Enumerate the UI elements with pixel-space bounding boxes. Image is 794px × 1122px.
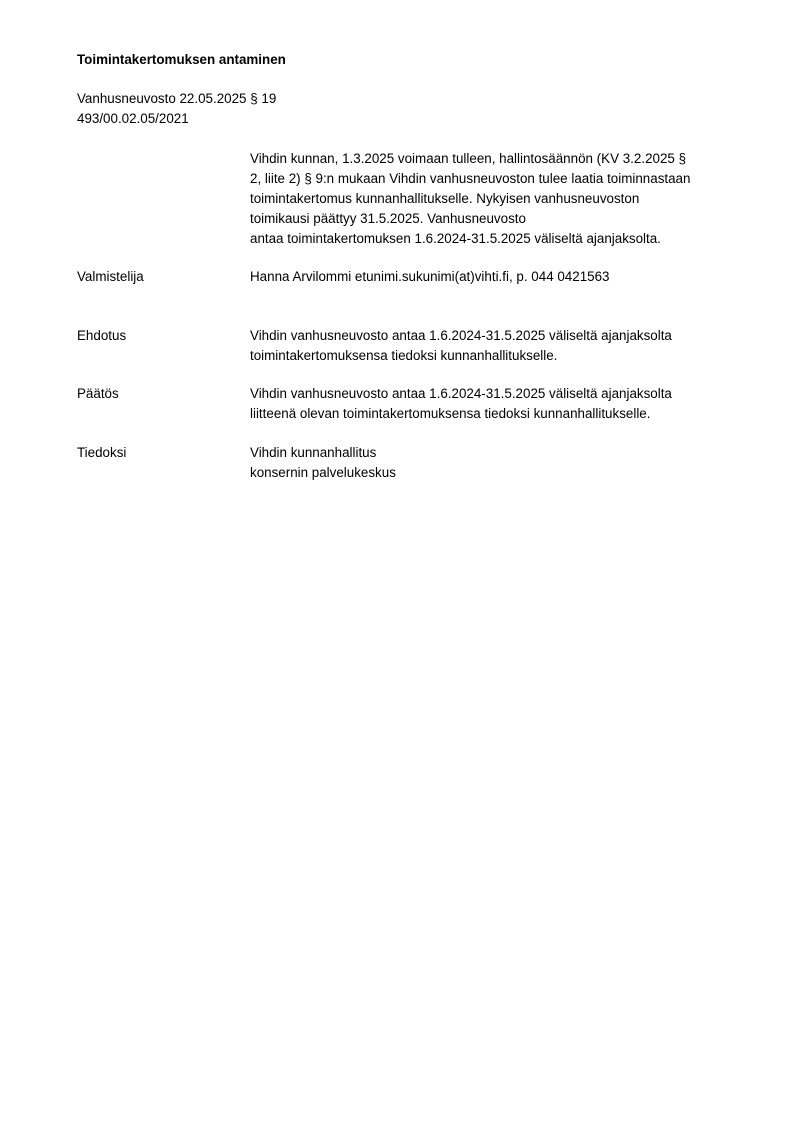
- intro-line: 2, liite 2) § 9:n mukaan Vihdin vanhusneuvoston tulee laatia toiminnastaan: [250, 171, 691, 186]
- valmistelija-label: Valmistelija: [77, 269, 144, 284]
- meeting-line: Vanhusneuvosto 22.05.2025 § 19: [77, 91, 277, 106]
- paatos-content: [250, 384, 750, 424]
- meeting-info: [77, 89, 276, 129]
- document-title: Toimintakertomuksen antaminen: [77, 52, 286, 67]
- ehdotus-content: [250, 326, 750, 366]
- ehdotus-label: Ehdotus: [77, 328, 127, 343]
- record-number: 493/00.02.05/2021: [77, 111, 189, 126]
- recipient: konsernin palvelukeskus: [250, 465, 396, 480]
- paatos-label: Päätös: [77, 386, 119, 401]
- preparer-contact: Hanna Arvilommi etunimi.sukunimi(at)vihti.fi, p. 044 0421563: [250, 269, 610, 284]
- tiedoksi-label: Tiedoksi: [77, 445, 127, 460]
- intro-line: antaa toimintakertomuksen 1.6.2024-31.5.2025 väliseltä ajanjaksolta.: [250, 231, 661, 246]
- intro-paragraph: [250, 149, 750, 249]
- paatos-line: liitteenä olevan toimintakertomuksensa tiedoksi kunnanhallitukselle.: [250, 406, 651, 421]
- intro-line: toimintakertomus kunnanhallitukselle. Nykyisen vanhusneuvoston: [250, 191, 640, 206]
- valmistelija-content: [250, 267, 750, 287]
- intro-line: toimikausi päättyy 31.5.2025. Vanhusneuvosto: [250, 211, 526, 226]
- paatos-line: Vihdin vanhusneuvosto antaa 1.6.2024-31.5.2025 väliseltä ajanjaksolta: [250, 386, 672, 401]
- ehdotus-line: Vihdin vanhusneuvosto antaa 1.6.2024-31.5.2025 väliseltä ajanjaksolta: [250, 328, 672, 343]
- recipient: Vihdin kunnanhallitus: [250, 445, 377, 460]
- tiedoksi-content: [250, 443, 750, 483]
- ehdotus-line: toimintakertomuksensa tiedoksi kunnanhallitukselle.: [250, 348, 558, 363]
- intro-line: Vihdin kunnan, 1.3.2025 voimaan tulleen, hallintosäännön (KV 3.2.2025 §: [250, 151, 687, 166]
